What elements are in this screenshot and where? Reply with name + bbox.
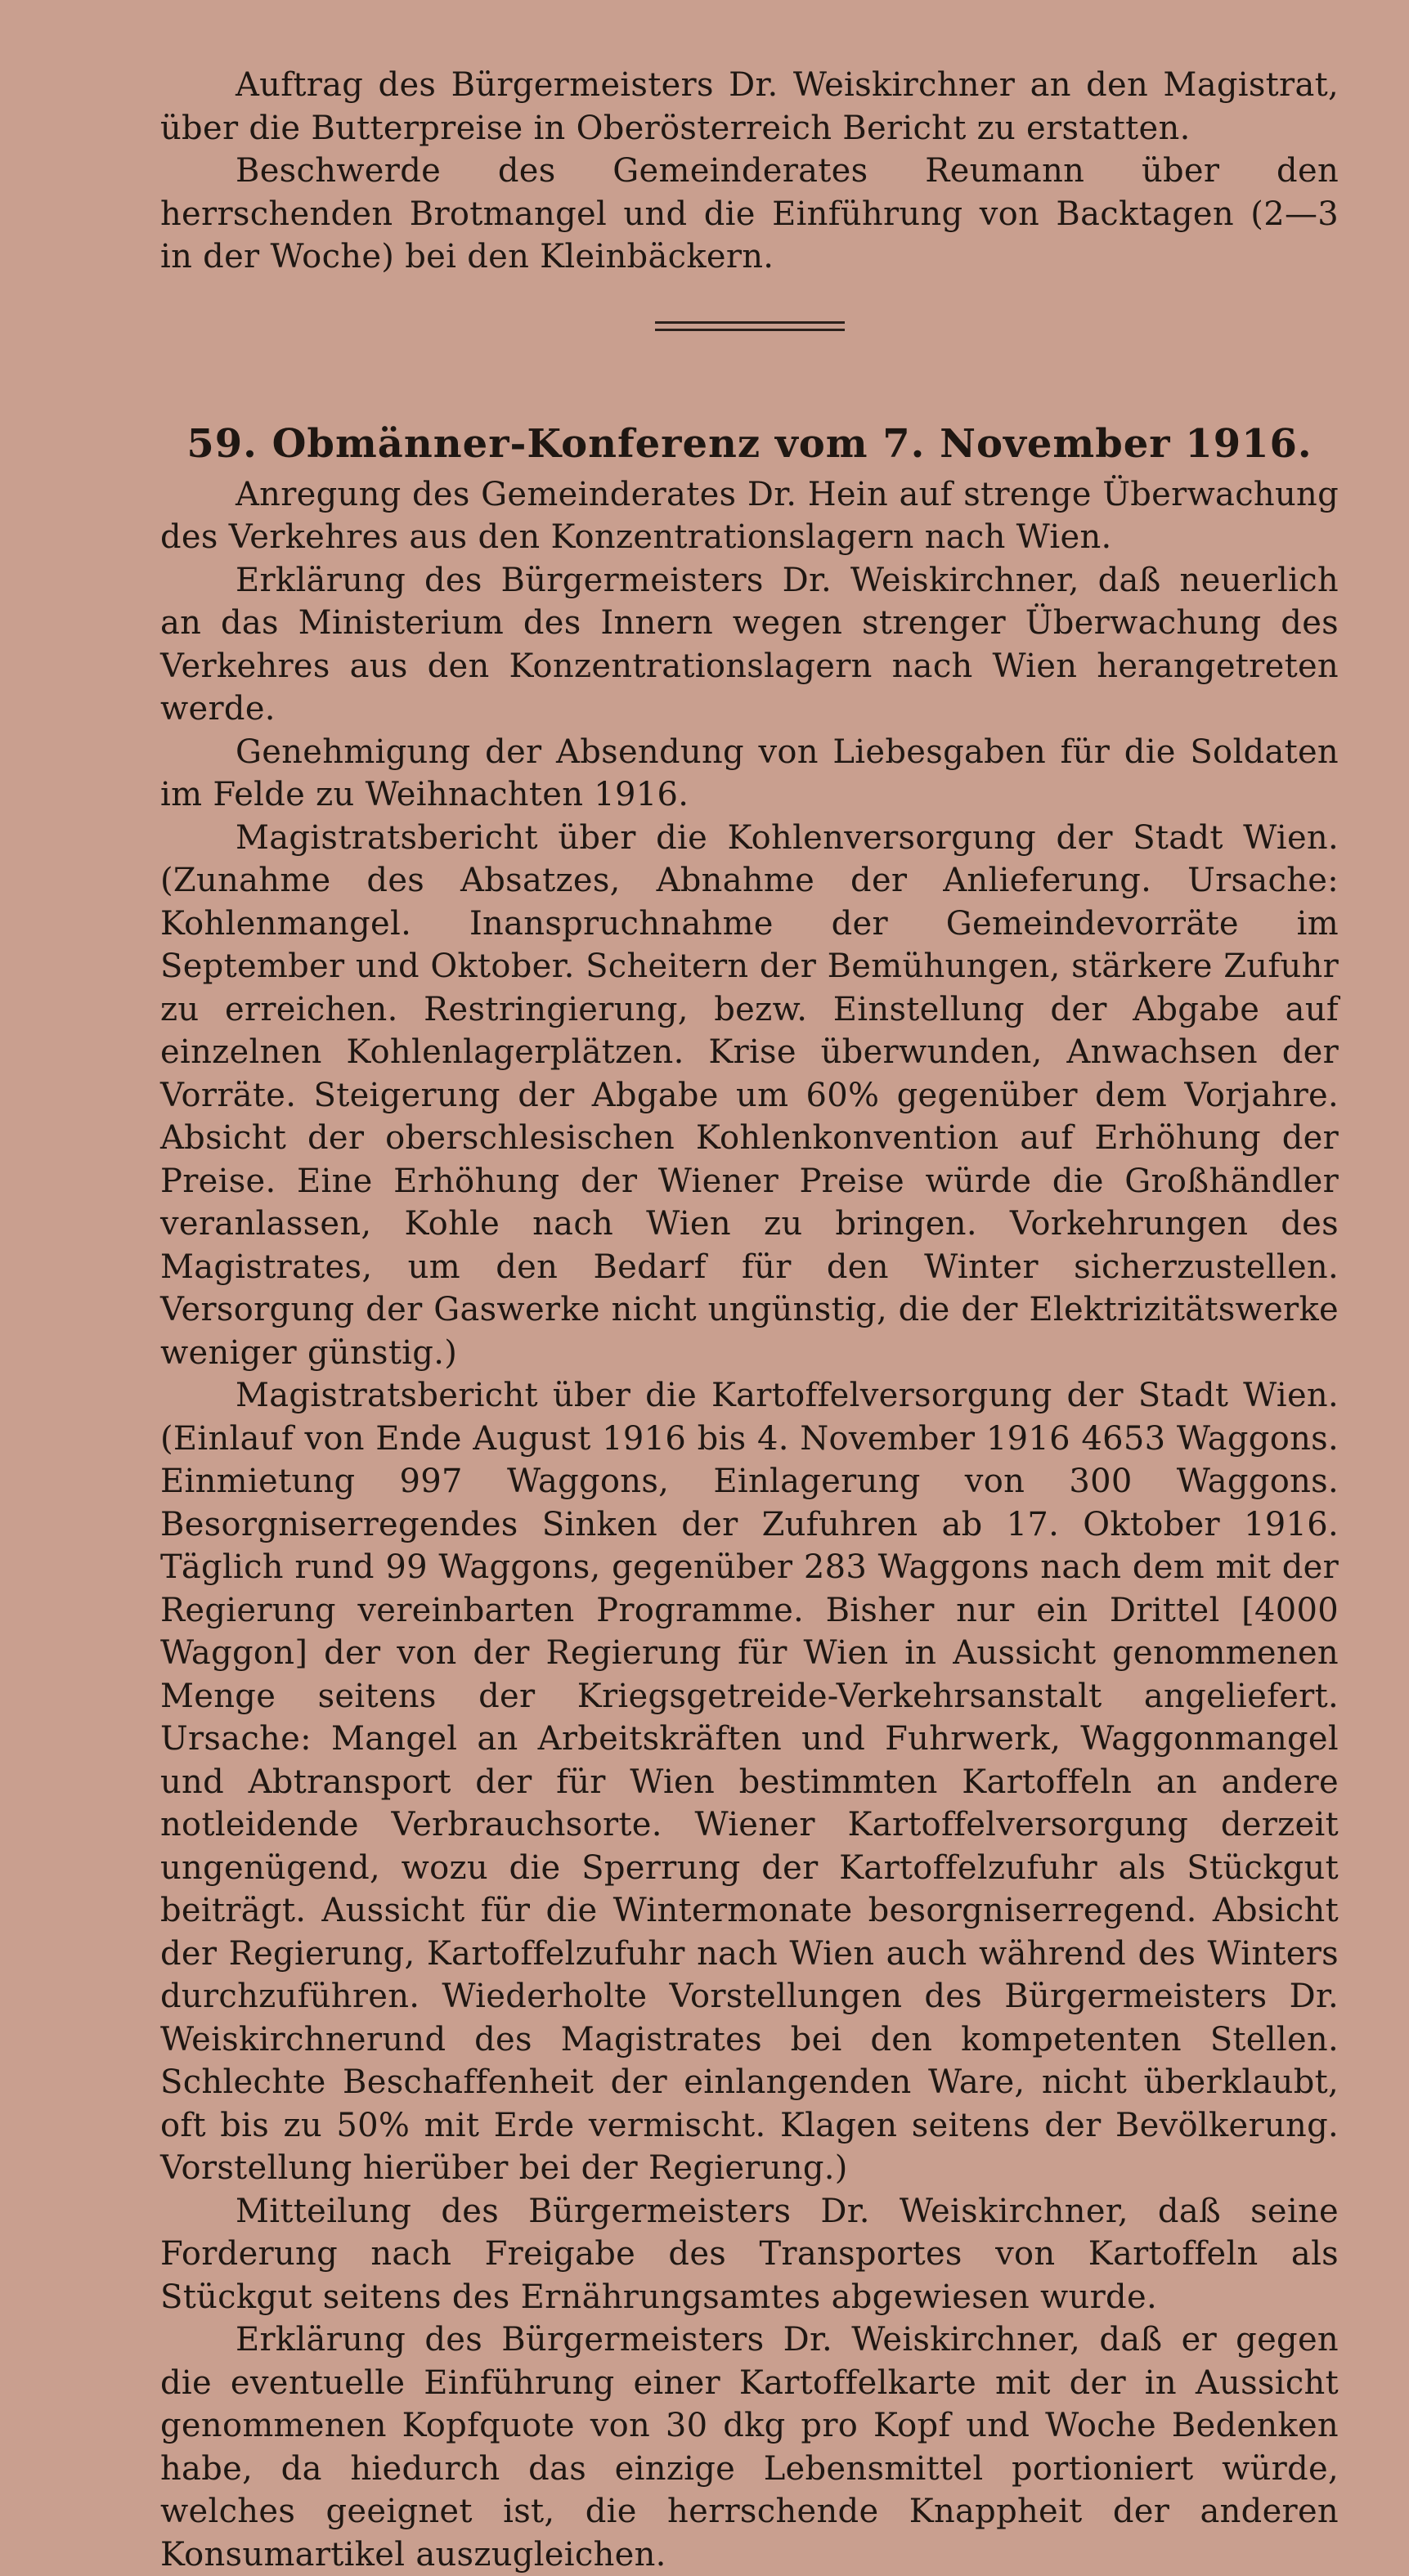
paragraph-mitteilung-stueckgut: Mitteilung des Bürgermeisters Dr. Weiskirchner, daß seine Forderung nach Freigabe des Transportes von Kartoffeln als Stückgut seitens des Ernährungsamtes abgewiesen wurde. <box>160 2190 1339 2319</box>
paragraph-liebesgaben: Genehmigung der Absendung von Liebesgaben für die Soldaten im Felde zu Weihnachten 1916. <box>160 731 1339 817</box>
paragraph-anregung: Anregung des Gemeinderates Dr. Hein auf strenge Überwachung des Verkehres aus den Konzentrationslagern nach Wien. <box>160 473 1339 559</box>
paragraph-brotmangel: Beschwerde des Gemeinderates Reumann über den herrschenden Brotmangel und die Einführung von Backtagen (2—3 in der Woche) bei den Kleinbäckern. <box>160 150 1339 279</box>
paragraph-kohlenversorgung: Magistratsbericht über die Kohlenversorgung der Stadt Wien. (Zunahme des Absatzes, Abnahme der Anlieferung. Ursache: Kohlenmangel. Inanspruchnahme der Gemeindevorräte im September und Oktober. Scheitern der Bemühungen, stärkere Zufuhr zu erreichen. Restringierung, bezw. Einstellung der Abgabe auf einzelnen Kohlenlagerplätzen. Krise überwunden, Anwachsen der Vorräte. Steigerung der Abgabe um 60% gegenüber dem Vorjahre. Absicht der oberschlesischen Kohlenkonvention auf Erhöhung der Preise. Eine Erhöhung der Wiener Preise würde die Großhändler veranlassen, Kohle nach Wien zu bringen. Vorkehrungen des Magistrates, um den Bedarf für den Winter sicherzustellen. Versorgung der Gaswerke nicht ungünstig, die der Elektrizitätswerke weniger günstig.) <box>160 817 1339 1375</box>
paragraph-kartoffelkarte: Erklärung des Bürgermeisters Dr. Weiskirchner, daß er gegen die eventuelle Einführung einer Kartoffelkarte mit der in Aussicht genommenen Kopfquote von 30 dkg pro Kopf und Woche Bedenken habe, da hiedurch das einzige Lebensmittel portioniert würde, welches geeignet ist, die herrschende Knappheit der anderen Konsumartikel auszugleichen. <box>160 2318 1339 2576</box>
paragraph-kartoffelversorgung: Magistratsbericht über die Kartoffelversorgung der Stadt Wien. (Einlauf von Ende August 1916 bis 4. November 1916 4653 Waggons. Einmietung 997 Waggons, Einlagerung von 300 Waggons. Besorgniserregendes Sinken der Zufuhren ab 17. Oktober 1916. Täglich rund 99 Waggons, gegenüber 283 Waggons nach dem mit der Regierung vereinbarten Programme. Bisher nur ein Drittel [4000 Waggon] der von der Regierung für Wien in Aussicht genommenen Menge seitens der Kriegsgetreide-Verkehrsanstalt angeliefert. Ursache: Mangel an Arbeitskräften und Fuhrwerk, Waggonmangel und Abtransport der für Wien bestimmten Kartoffeln an andere notleidende Verbrauchsorte. Wiener Kartoffelversorgung derzeit ungenügend, wozu die Sperrung der Kartoffelzufuhr als Stückgut beiträgt. Aussicht für die Wintermonate besorgniserregend. Absicht der Regierung, Kartoffelzufuhr nach Wien auch während des Winters durchzuführen. Wiederholte Vorstellungen des Bürgermeisters Dr. Weiskirchnerund des Magistrates bei den kompetenten Stellen. Schlechte Beschaffenheit der einlangenden Ware, nicht überklaubt, oft bis zu 50% mit Erde vermischt. Klagen seitens der Bevölkerung. Vorstellung hierüber bei der Regierung.) <box>160 1374 1339 2190</box>
paragraph-erklaerung-ministerium: Erklärung des Bürgermeisters Dr. Weiskirchner, daß neuerlich an das Ministerium des Innern wegen strenger Überwachung des Verkehres aus den Konzentrationslagern nach Wien herangetreten werde. <box>160 559 1339 731</box>
section-divider <box>655 321 845 331</box>
paragraph-butterpreise: Auftrag des Bürgermeisters Dr. Weiskirchner an den Magistrat, über die Butterpreise in Oberösterreich Bericht zu erstatten. <box>160 64 1339 150</box>
section-body <box>160 473 1339 2576</box>
section-title: 59. Obmänner-Konferenz vom 7. November 1916. <box>160 419 1339 468</box>
